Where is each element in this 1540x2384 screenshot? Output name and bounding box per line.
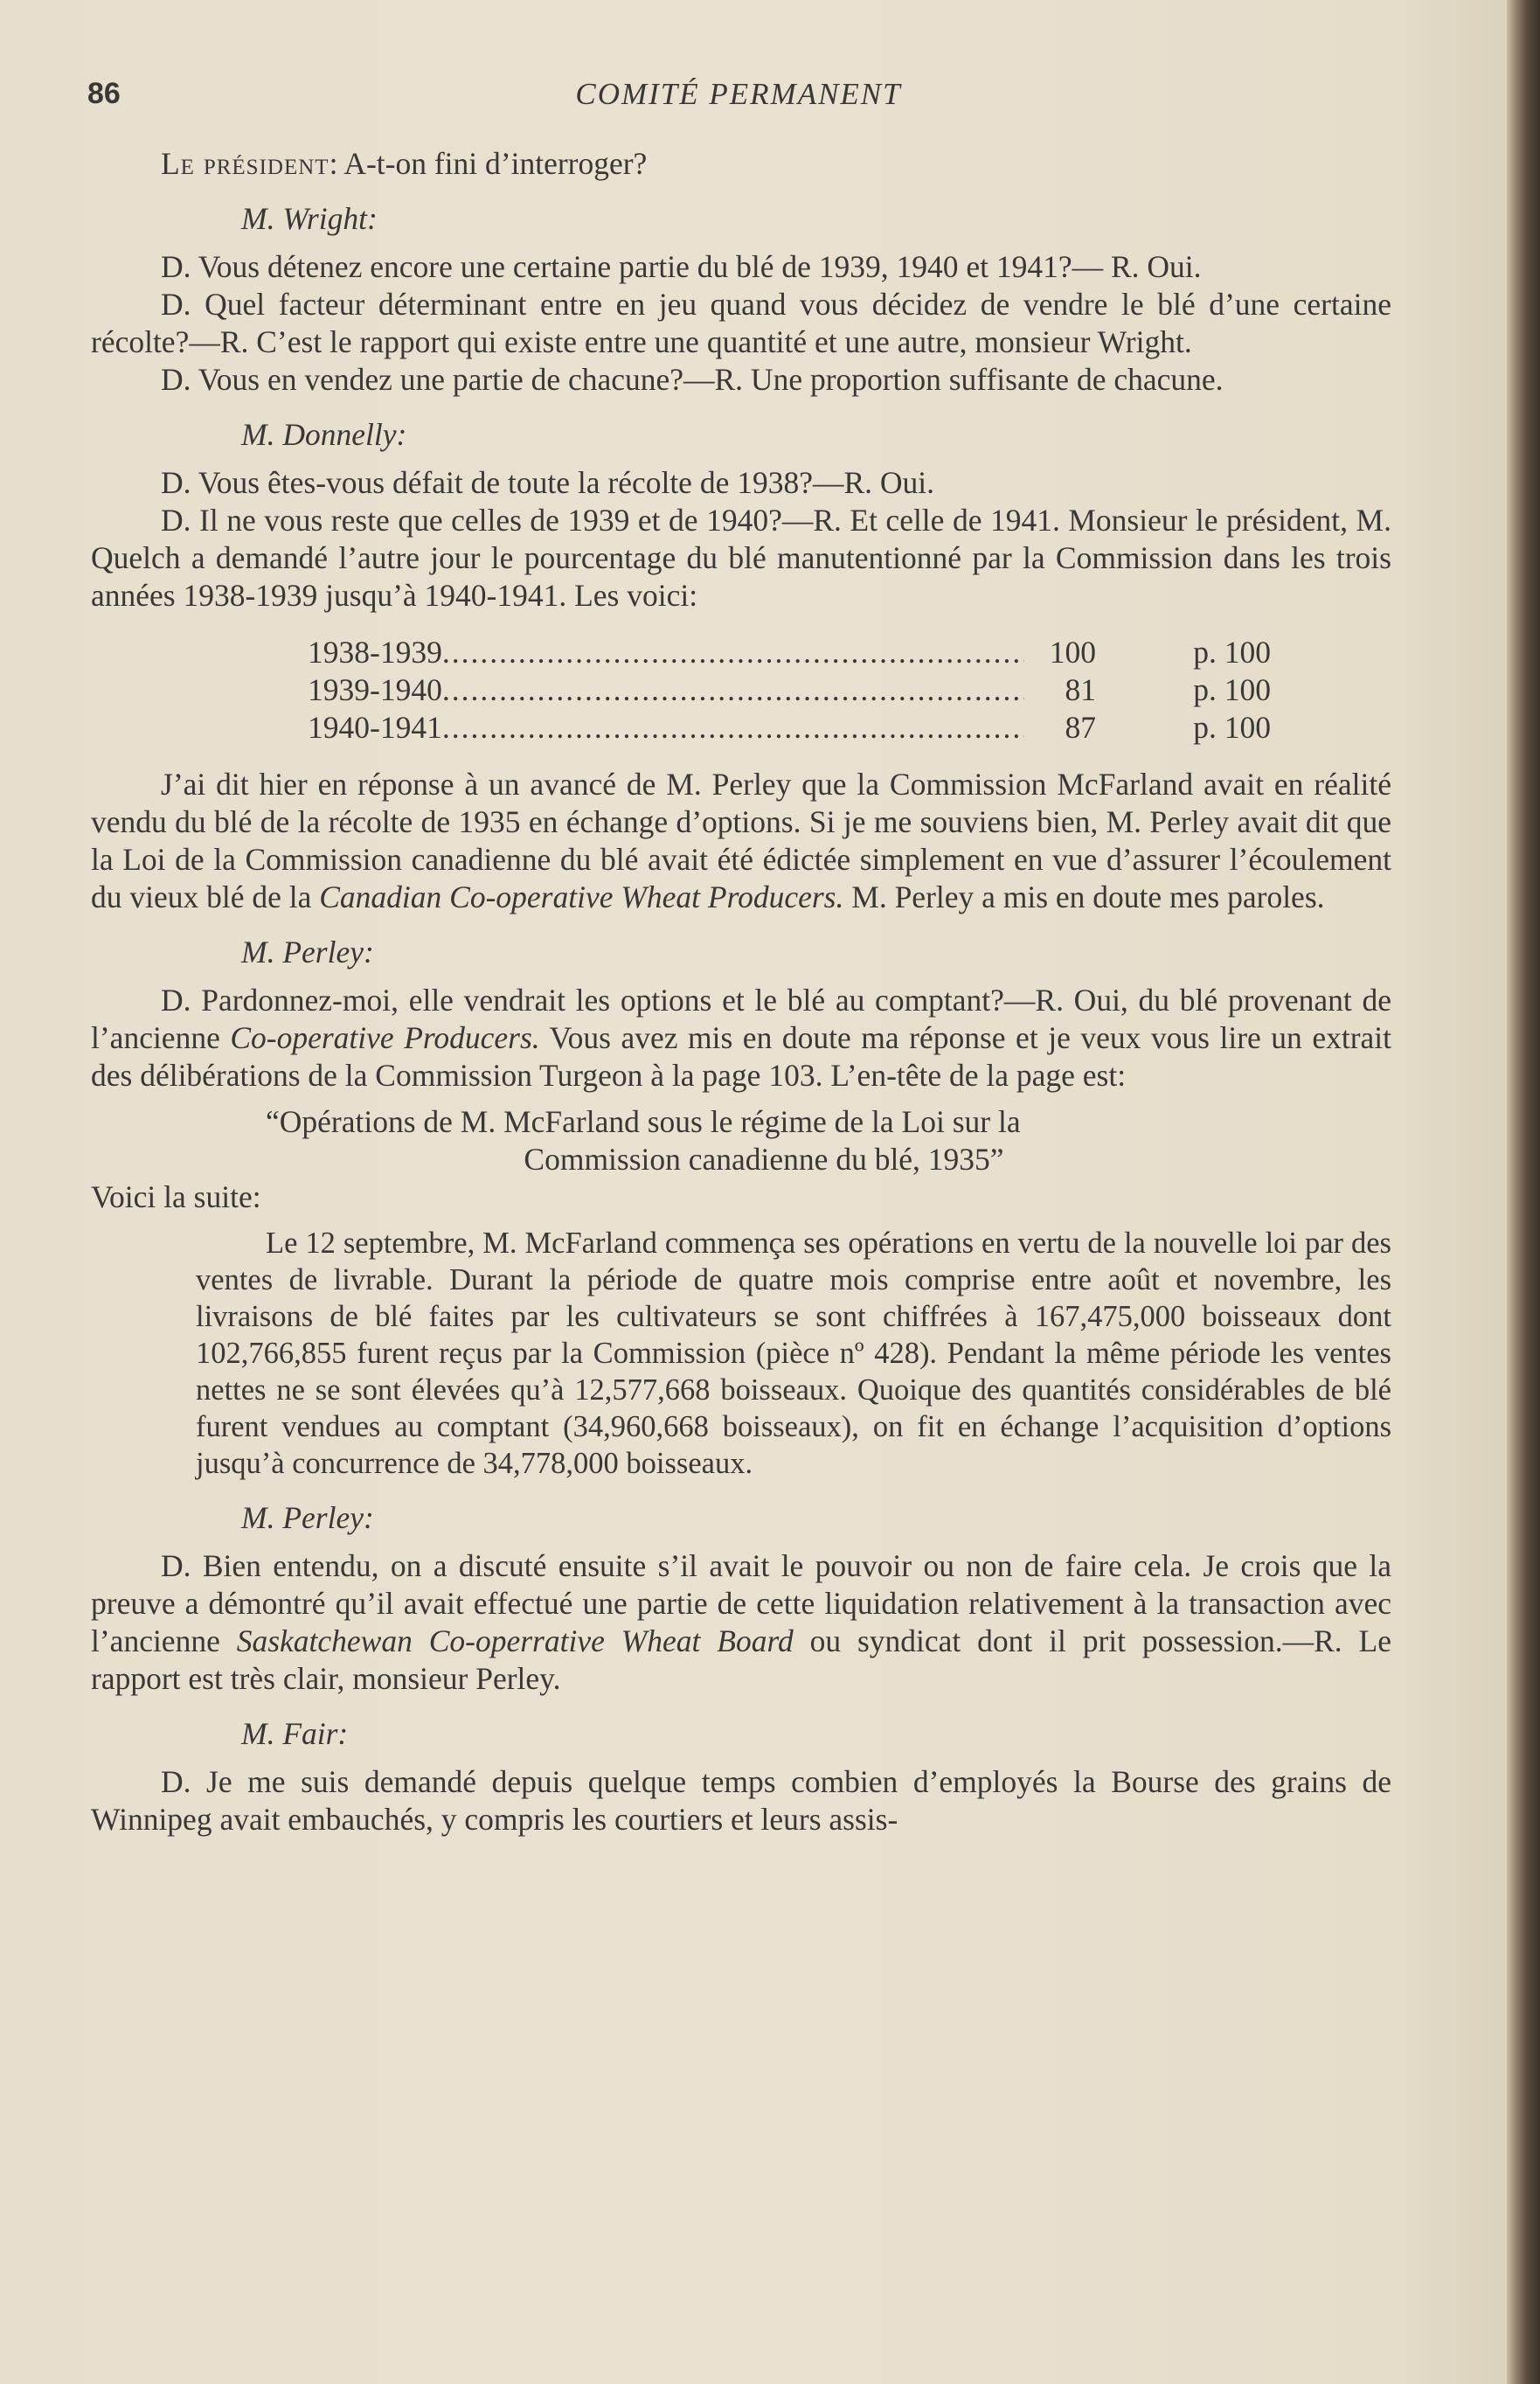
table-cell-unit: p. 100	[1193, 710, 1271, 745]
leader-dots	[442, 709, 1024, 747]
paragraph-text: J’ai dit hier en réponse à un avancé de M. Perley que la Commission McFarland avait en réalité vendu du blé de la récolte de 1935 en échange d’options. Si je me souviens bien, M. Perley avait dit que la Loi de la Commission canadienne du blé avait été édictée simplement en vue d’assurer l’écoulement du vieux blé de la	[91, 767, 1391, 914]
italic-org-name: Co-operative Producers.	[230, 1020, 540, 1055]
paragraph-text: D. Pardonnez-moi, elle vendrait les options et le blé au comptant?—R. Oui, du blé provenant de l’ancienne	[91, 983, 1391, 1055]
italic-org-name: Canadian Co-operative Wheat Producers.	[319, 879, 844, 914]
paragraph-question-3: D. Vous en vendez une partie de chacune?—R. Une proportion suffisante de chacune.	[161, 362, 1224, 397]
paragraph-text: Vous avez mis en doute ma réponse et je veux vous lire un extrait des délibérations de la Commission Turgeon à la page 103. L’en-tête de la page est:	[91, 1020, 1392, 1093]
paragraph-question-1: D. Vous détenez encore une certaine partie du blé de 1939, 1940 et 1941?— R. Oui.	[161, 249, 1202, 284]
percentage-table	[308, 634, 1271, 747]
speaker-heading-donnelly: M. Donnelly:	[241, 417, 407, 452]
table-cell-unit: p. 100	[1193, 672, 1271, 707]
paragraph-question-2: D. Quel facteur déterminant entre en jeu quand vous décidez de vendre le blé d’une certaine récolte?—R. C’est le rapport qui existe entre une quantité et une autre, monsieur Wright.	[91, 287, 1391, 359]
paragraph-president	[91, 145, 1391, 183]
leader-dots	[442, 634, 1024, 671]
table-cell-pct: 87	[1065, 710, 1096, 745]
speaker-heading-wright: M. Wright:	[241, 201, 378, 236]
table-cell-years: 1939-1940	[308, 672, 442, 707]
paragraph-voici: Voici la suite:	[91, 1179, 261, 1214]
table-cell-years: 1938-1939	[308, 635, 442, 670]
paragraph-question-7	[91, 1547, 1391, 1698]
quoted-heading	[266, 1103, 1262, 1178]
speaker-heading-fair: M. Fair:	[241, 1716, 349, 1751]
paragraph-statement	[91, 766, 1391, 916]
table-row	[308, 634, 1271, 671]
book-binding-edge	[1507, 0, 1540, 2384]
paragraph-text: : A-t-on fini d’interroger?	[329, 146, 648, 181]
table-cell-pct: 81	[1065, 672, 1096, 707]
page-number: 86	[87, 77, 121, 110]
speaker-heading-perley: M. Perley:	[241, 935, 374, 970]
running-title: COMITÉ PERMANENT	[575, 77, 902, 111]
quoted-heading-line-2: Commission canadienne du blé, 1935”	[524, 1142, 1004, 1177]
block-quote: Le 12 septembre, M. McFarland commença ses opérations en vertu de la nouvelle loi par des ventes de livrable. Durant la période de quatre mois comprise entre août et novembre, les livraisons de blé faites par les cultivateurs se sont chiffrées à 167,475,000 boisseaux dont 102,766,855 furent reçus par la Commission (pièce nº 428). Pendant la même période les ventes nettes ne se sont élevées qu’à 12,577,668 boisseaux. Quoique des quantités considérables de blé furent vendues au comptant (34,960,668 boisseaux), on fit en échange l’acquisition d’options jusqu’à concurrence de 34,778,000 boisseaux.	[196, 1227, 1391, 1480]
paragraph-text: D. Bien entendu, on a discuté ensuite s’il avait le pouvoir ou non de faire cela. Je crois que la preuve a démontré qu’il avait effectué une partie de cette liquidation relativement à la transaction avec l’ancienne	[91, 1548, 1391, 1658]
table-cell-years: 1940-1941	[308, 710, 442, 745]
speaker-heading-perley-2: M. Perley:	[241, 1500, 374, 1535]
page-header	[87, 77, 1390, 121]
leader-dots	[442, 671, 1024, 709]
italic-org-name: Saskatchewan Co-operrative Wheat Board	[236, 1623, 794, 1658]
paragraph-text: M. Perley a mis en doute mes paroles.	[843, 879, 1325, 914]
paragraph-question-5: D. Il ne vous reste que celles de 1939 et de 1940?—R. Et celle de 1941. Monsieur le président, M. Quelch a demandé l’autre jour le pourcentage du blé manutentionné par la Commission dans les trois années 1938-1939 jusqu’à 1940-1941. Les voici:	[91, 503, 1391, 613]
table-cell-unit: p. 100	[1193, 635, 1271, 670]
paragraph-question-6	[91, 982, 1391, 1095]
table-row	[308, 671, 1271, 709]
page-content	[91, 145, 1391, 1838]
paragraph-question-4: D. Vous êtes-vous défait de toute la récolte de 1938?—R. Oui.	[161, 465, 935, 500]
table-cell-pct: 100	[1049, 635, 1096, 670]
table-row	[308, 709, 1271, 747]
paragraph-question-8: D. Je me suis demandé depuis quelque temps combien d’employés la Bourse des grains de Winnipeg avait embauchés, y compris les courtiers et leurs assis-	[91, 1764, 1391, 1837]
speaker-label-president: Le président	[161, 146, 330, 181]
quoted-heading-line-1: “Opérations de M. McFarland sous le régime de la Loi sur la	[266, 1104, 1021, 1139]
paragraph-text: ou syndicat dont il prit possession.—R. Le rapport est très clair, monsieur Perley.	[91, 1623, 1391, 1696]
